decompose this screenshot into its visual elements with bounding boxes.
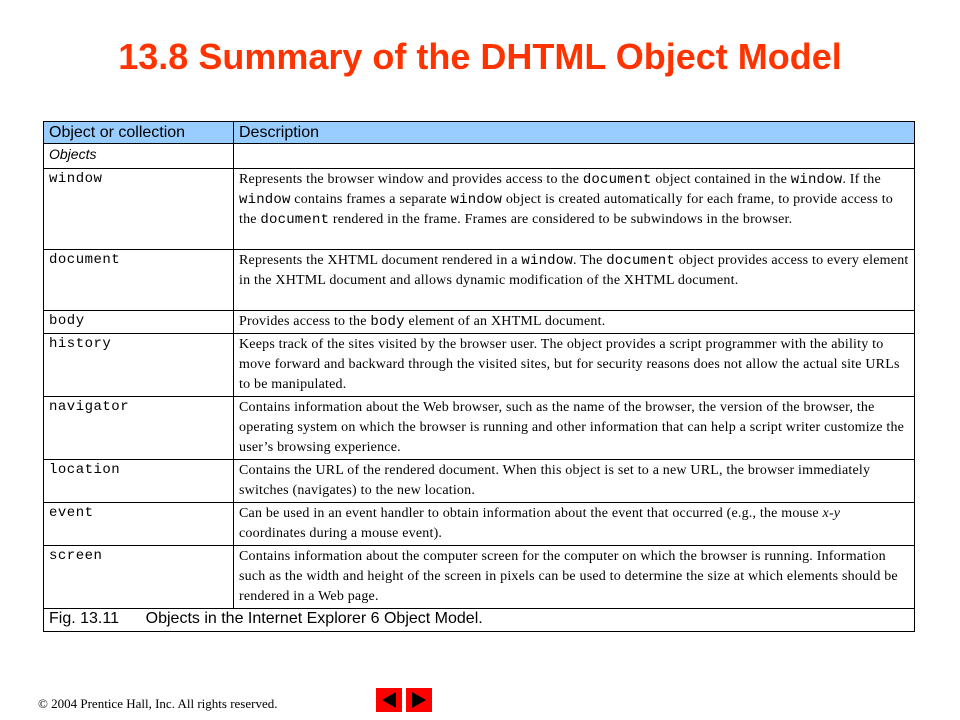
inline-code: document (260, 212, 330, 228)
description-text: . If the (842, 172, 881, 187)
section-empty-cell (234, 144, 915, 169)
object-name: navigator (44, 397, 234, 460)
description-text: Can be used in an event handler to obtain information about the event that occurred (e.g., the mouse (239, 506, 823, 521)
table-row (44, 546, 915, 609)
description-text: . The (572, 253, 607, 268)
table-row (44, 334, 915, 397)
object-name: body (44, 311, 234, 334)
object-description (234, 169, 915, 250)
inline-code: body (370, 314, 405, 330)
inline-code: window (450, 192, 503, 208)
right-arrow-icon (409, 691, 429, 709)
description-text: Contains the URL of the rendered document. When this object is set to a new URL, the browser immediately switches (navigates) to the new location. (239, 463, 871, 498)
description-text: Provides access to the (239, 314, 371, 329)
object-name: document (44, 250, 234, 311)
table-row (44, 460, 915, 503)
object-description (234, 546, 915, 609)
description-text: object is created automatically for each frame, to provide access to the (239, 192, 893, 227)
object-description (234, 460, 915, 503)
italic-text: x-y (822, 506, 841, 521)
table-row (44, 250, 915, 311)
caption-row (44, 609, 915, 632)
table-row (44, 311, 915, 334)
header-description: Description (234, 122, 915, 144)
description-text: object contained in the (651, 172, 791, 187)
inline-code: window (790, 172, 843, 188)
next-slide-button[interactable] (406, 688, 432, 712)
section-row (44, 144, 915, 169)
object-description (234, 250, 915, 311)
object-name: window (44, 169, 234, 250)
section-label: Objects (44, 144, 234, 169)
inline-code: document (582, 172, 652, 188)
objects-table (43, 121, 915, 632)
inline-code: window (239, 192, 291, 208)
description-text: coordinates during a mouse event). (239, 526, 443, 541)
description-text: Represents the XHTML document rendered in a (239, 253, 522, 268)
object-description (234, 311, 915, 334)
previous-slide-button[interactable] (376, 688, 402, 712)
table-row (44, 503, 915, 546)
inline-code: document (606, 253, 676, 269)
slide-title: 13.8 Summary of the DHTML Object Model (118, 36, 842, 77)
table-row (44, 169, 915, 250)
description-text: Contains information about the computer screen for the computer on which the browser is running. Information such as the width and height of the screen in pixels can be used to determine the size at which elements should be rendered in a Web page. (239, 549, 898, 604)
object-name: location (44, 460, 234, 503)
description-text: object provides access to every element in the XHTML document and allows dynamic modification of the XHTML document. (239, 253, 909, 288)
left-arrow-icon (379, 691, 399, 709)
description-text: rendered in the frame. Frames are considered to be subwindows in the browser. (329, 212, 793, 227)
description-text: element of an XHTML document. (404, 314, 606, 329)
description-text: contains frames a separate (290, 192, 451, 207)
description-text: Contains information about the Web browser, such as the name of the browser, the version of the browser, the operating system on which the browser is running and other information that can help a script writer customize the user’s browsing experience. (239, 400, 905, 455)
object-name: event (44, 503, 234, 546)
table-row (44, 397, 915, 460)
header-object-or-collection: Object or collection (44, 122, 234, 144)
object-description (234, 503, 915, 546)
figure-caption: Fig. 13.11 Objects in the Internet Explorer 6 Object Model. (44, 609, 915, 632)
object-name: screen (44, 546, 234, 609)
copyright-footer: © 2004 Prentice Hall, Inc. All rights reserved. (38, 696, 278, 711)
table-header-row (44, 122, 915, 144)
description-text: Represents the browser window and provides access to the (239, 172, 583, 187)
object-description (234, 397, 915, 460)
inline-code: window (521, 253, 573, 269)
description-text: Keeps track of the sites visited by the browser user. The object provides a script programmer with the ability to move forward and backward through the visited sites, but for security reasons does not allow the actual site URLs to be manipulated. (239, 337, 900, 392)
object-description (234, 334, 915, 397)
object-name: history (44, 334, 234, 397)
